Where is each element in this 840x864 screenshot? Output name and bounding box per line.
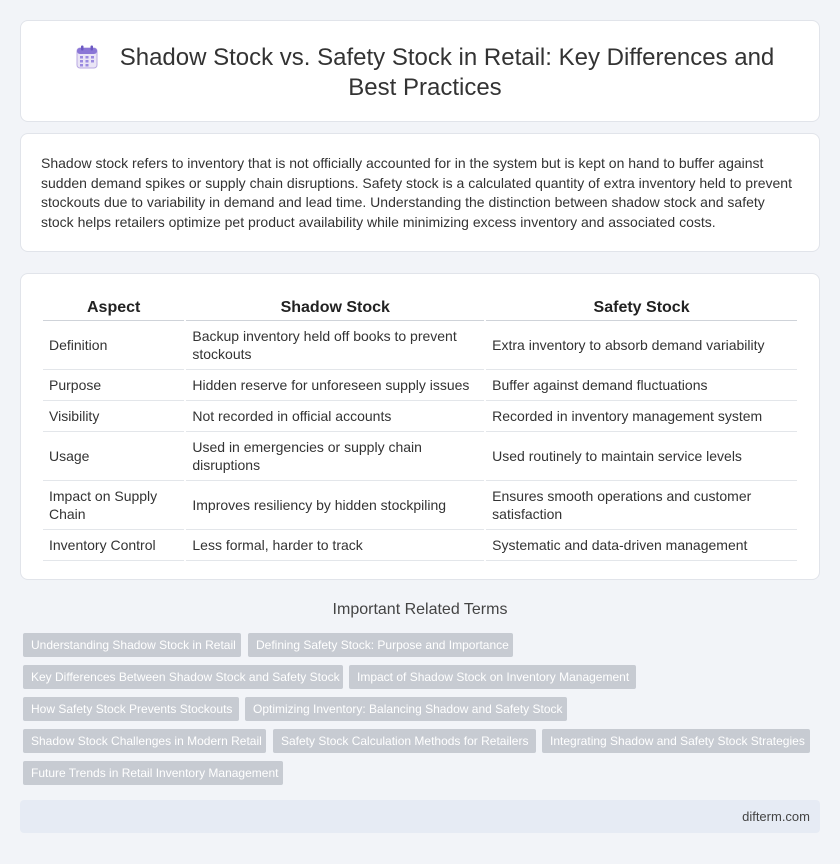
table-row xyxy=(43,530,797,561)
row-aspect: Definition xyxy=(43,321,184,370)
header-aspect: Aspect xyxy=(43,296,184,321)
row-safety-stock: Buffer against demand fluctuations xyxy=(486,370,797,401)
table-row xyxy=(43,321,797,370)
row-aspect: Purpose xyxy=(43,370,184,401)
intro-card xyxy=(20,133,820,252)
footer xyxy=(20,800,820,833)
row-safety-stock: Extra inventory to absorb demand variability xyxy=(486,321,797,370)
calendar-icon xyxy=(76,45,98,69)
related-term-link[interactable]: Safety Stock Calculation Methods for Retailers xyxy=(273,729,536,753)
table-row xyxy=(43,401,797,432)
footer-site-link[interactable]: difterm.com xyxy=(742,809,810,824)
related-term-link[interactable]: Defining Safety Stock: Purpose and Importance xyxy=(248,633,513,657)
related-term-link[interactable]: Impact of Shadow Stock on Inventory Management xyxy=(349,665,636,689)
header-shadow-stock: Shadow Stock xyxy=(186,296,484,321)
table-header-row xyxy=(43,296,797,321)
page-title-block xyxy=(51,43,799,103)
intro-paragraph: Shadow stock refers to inventory that is not officially accounted for in the system but is kept on hand to buffer against sudden demand spikes or supply chain disruptions. Safety stock is a calculated quantity of extra inventory held to prevent stockouts due to variability in demand and lead time. Understanding the distinction between shadow stock and safety stock helps retailers optimize pet product availability while minimizing excess inventory and associated costs. xyxy=(41,155,792,230)
row-safety-stock: Systematic and data-driven management xyxy=(486,530,797,561)
comparison-card xyxy=(20,273,820,580)
table-row xyxy=(43,370,797,401)
row-shadow-stock: Not recorded in official accounts xyxy=(186,401,484,432)
row-aspect: Inventory Control xyxy=(43,530,184,561)
table-row xyxy=(43,481,797,530)
row-shadow-stock: Hidden reserve for unforeseen supply issues xyxy=(186,370,484,401)
row-aspect: Impact on Supply Chain xyxy=(43,481,184,530)
related-term-link[interactable]: Understanding Shadow Stock in Retail xyxy=(23,633,241,657)
page-title: Shadow Stock vs. Safety Stock in Retail: Key Differences and Best Practices xyxy=(119,44,775,101)
row-shadow-stock: Backup inventory held off books to prevent stockouts xyxy=(186,321,484,370)
related-terms-title: Important Related Terms xyxy=(332,601,508,618)
row-aspect: Visibility xyxy=(43,401,184,432)
related-term-link[interactable]: Key Differences Between Shadow Stock and Safety Stock xyxy=(23,665,343,689)
row-shadow-stock: Used in emergencies or supply chain disruptions xyxy=(186,432,484,481)
related-term-link[interactable]: Optimizing Inventory: Balancing Shadow and Safety Stock xyxy=(245,697,567,721)
header-safety-stock: Safety Stock xyxy=(486,296,797,321)
row-safety-stock: Ensures smooth operations and customer satisfaction xyxy=(486,481,797,530)
row-safety-stock: Recorded in inventory management system xyxy=(486,401,797,432)
row-aspect: Usage xyxy=(43,432,184,481)
related-term-link[interactable]: Future Trends in Retail Inventory Management xyxy=(23,761,283,785)
header-card xyxy=(20,20,820,122)
related-term-link[interactable]: Integrating Shadow and Safety Stock Strategies xyxy=(542,729,810,753)
row-shadow-stock: Less formal, harder to track xyxy=(186,530,484,561)
row-shadow-stock: Improves resiliency by hidden stockpiling xyxy=(186,481,484,530)
row-safety-stock: Used routinely to maintain service levels xyxy=(486,432,797,481)
table-row xyxy=(43,432,797,481)
related-term-link[interactable]: How Safety Stock Prevents Stockouts xyxy=(23,697,239,721)
related-term-link[interactable]: Shadow Stock Challenges in Modern Retail xyxy=(23,729,266,753)
comparison-table xyxy=(41,296,799,561)
